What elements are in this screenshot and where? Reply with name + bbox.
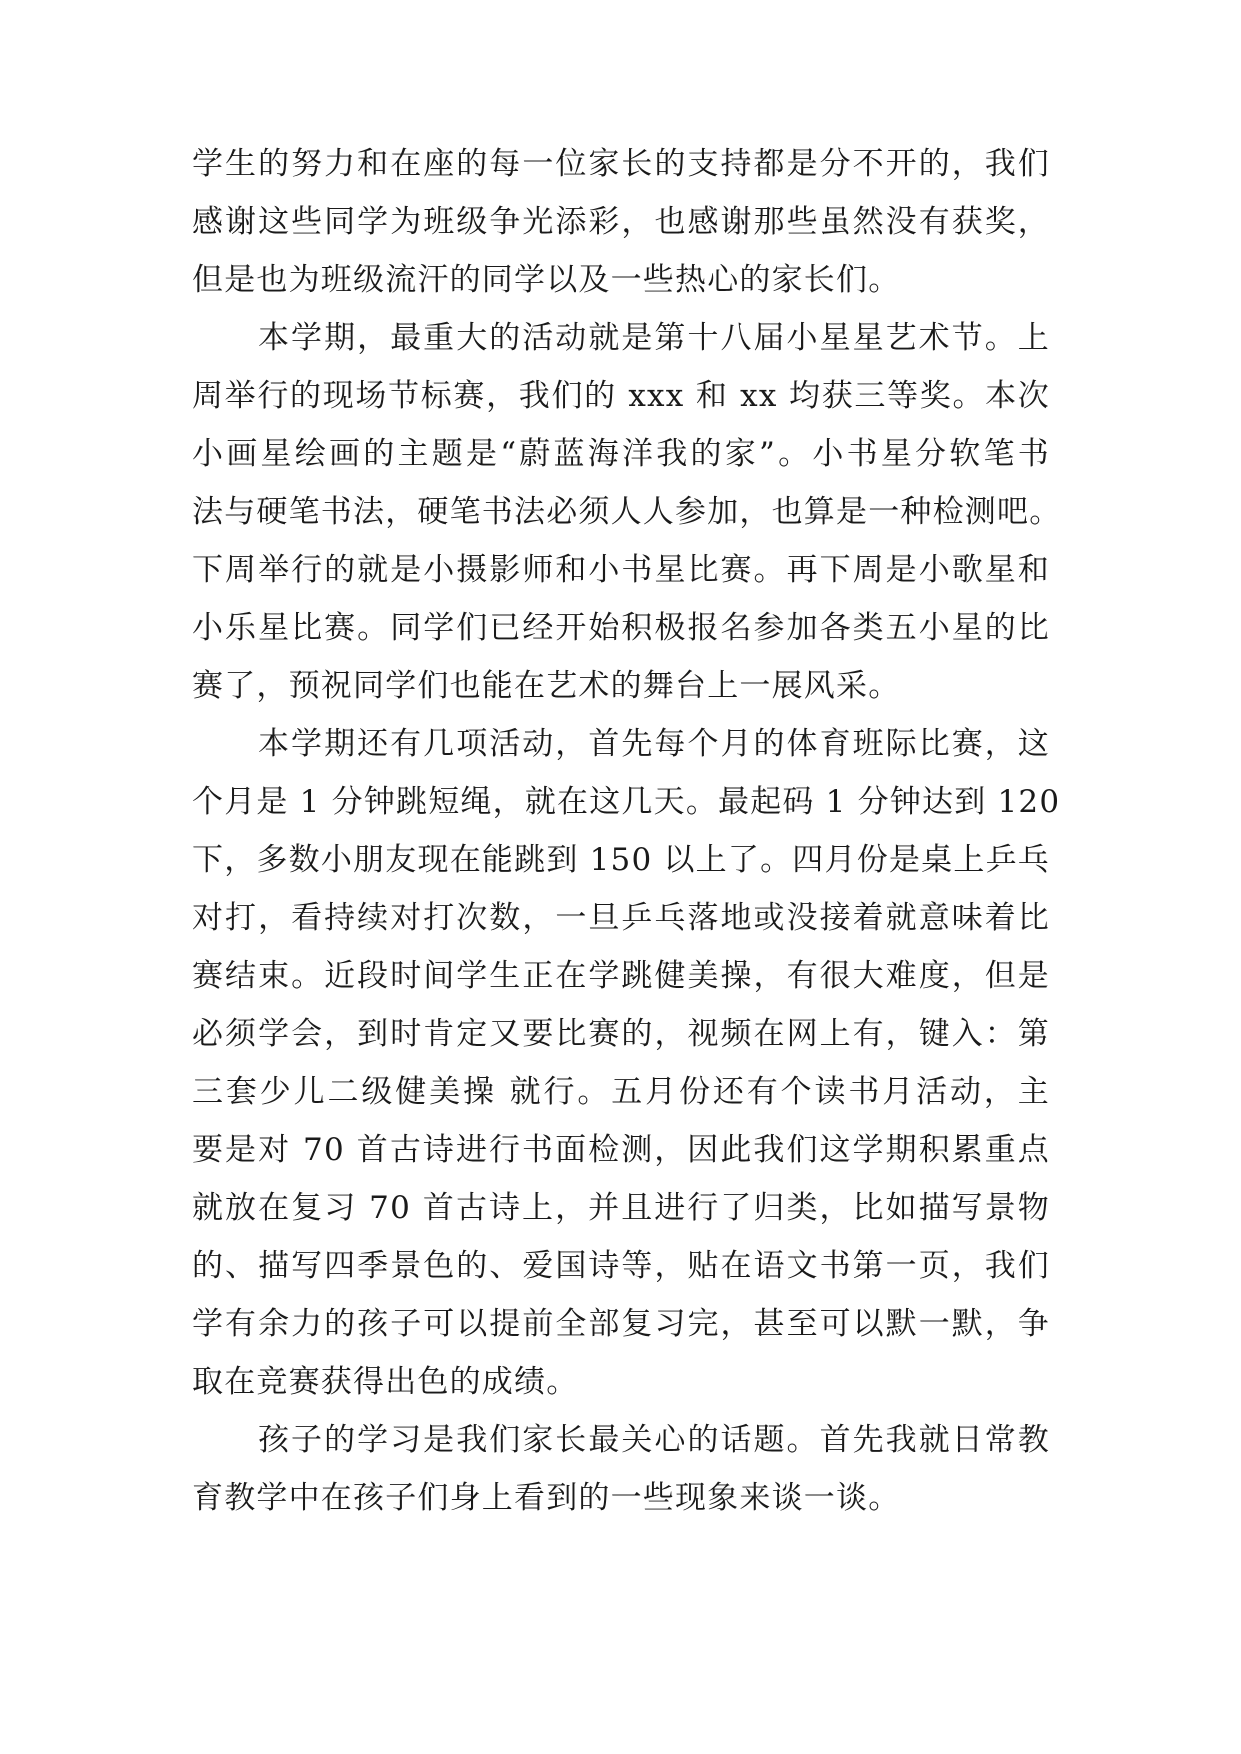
- paragraph-2: [192, 309, 1062, 715]
- text-line: 个月是 1 分钟跳短绳，就在这几天。最起码 1 分钟达到 120: [192, 784, 1061, 820]
- text-line: 要是对 70 首古诗进行书面检测，因此我们这学期积累重点: [192, 1132, 1050, 1168]
- text-line: 的、描写四季景色的、爱国诗等，贴在语文书第一页，我们: [192, 1248, 1050, 1284]
- text-line: 感谢这些同学为班级争光添彩，也感谢那些虽然没有获奖，: [192, 204, 1050, 240]
- text-line: 就放在复习 70 首古诗上，并且进行了归类，比如描写景物: [192, 1190, 1050, 1226]
- text-line: 赛结束。近段时间学生正在学跳健美操，有很大难度，但是: [192, 958, 1050, 994]
- text-line: 本学期还有几项活动，首先每个月的体育班际比赛，这: [258, 726, 1050, 762]
- text-line: 下周举行的就是小摄影师和小书星比赛。再下周是小歌星和: [192, 552, 1050, 588]
- text-line: 学有余力的孩子可以提前全部复习完，甚至可以默一默，争: [192, 1306, 1050, 1342]
- text-line: 法与硬笔书法，硬笔书法必须人人参加，也算是一种检测吧。: [192, 494, 1062, 530]
- text-line: 必须学会，到时肯定又要比赛的，视频在网上有，键入：第: [192, 1016, 1050, 1052]
- document-page: [192, 135, 1062, 1527]
- text-line: 育教学中在孩子们身上看到的一些现象来谈一谈。: [192, 1480, 901, 1516]
- paragraph-3: [192, 715, 1061, 1411]
- text-line: 下，多数小朋友现在能跳到 150 以上了。四月份是桌上乒乓: [192, 842, 1050, 878]
- text-line: 赛了，预祝同学们也能在艺术的舞台上一展风采。: [192, 668, 901, 704]
- text-line: 对打，看持续对打次数，一旦乒乓落地或没接着就意味着比: [192, 900, 1050, 936]
- paragraph-1: [192, 135, 1050, 309]
- text-line: 小乐星比赛。同学们已经开始积极报名参加各类五小星的比: [192, 610, 1050, 646]
- text-line: 小画星绘画的主题是“蔚蓝海洋我的家”。小书星分软笔书: [192, 436, 1050, 472]
- text-line: 但是也为班级流汗的同学以及一些热心的家长们。: [192, 262, 901, 298]
- text-line: 本学期，最重大的活动就是第十八届小星星艺术节。上: [258, 320, 1050, 356]
- text-line: 孩子的学习是我们家长最关心的话题。首先我就日常教: [258, 1422, 1050, 1458]
- paragraph-4: [192, 1411, 1050, 1527]
- text-line: 三套少儿二级健美操 就行。五月份还有个读书月活动，主: [192, 1074, 1050, 1110]
- text-line: 取在竞赛获得出色的成绩。: [192, 1364, 579, 1400]
- text-line: 学生的努力和在座的每一位家长的支持都是分不开的，我们: [192, 146, 1050, 182]
- text-line: 周举行的现场节标赛，我们的 xxx 和 xx 均获三等奖。本次: [192, 378, 1050, 414]
